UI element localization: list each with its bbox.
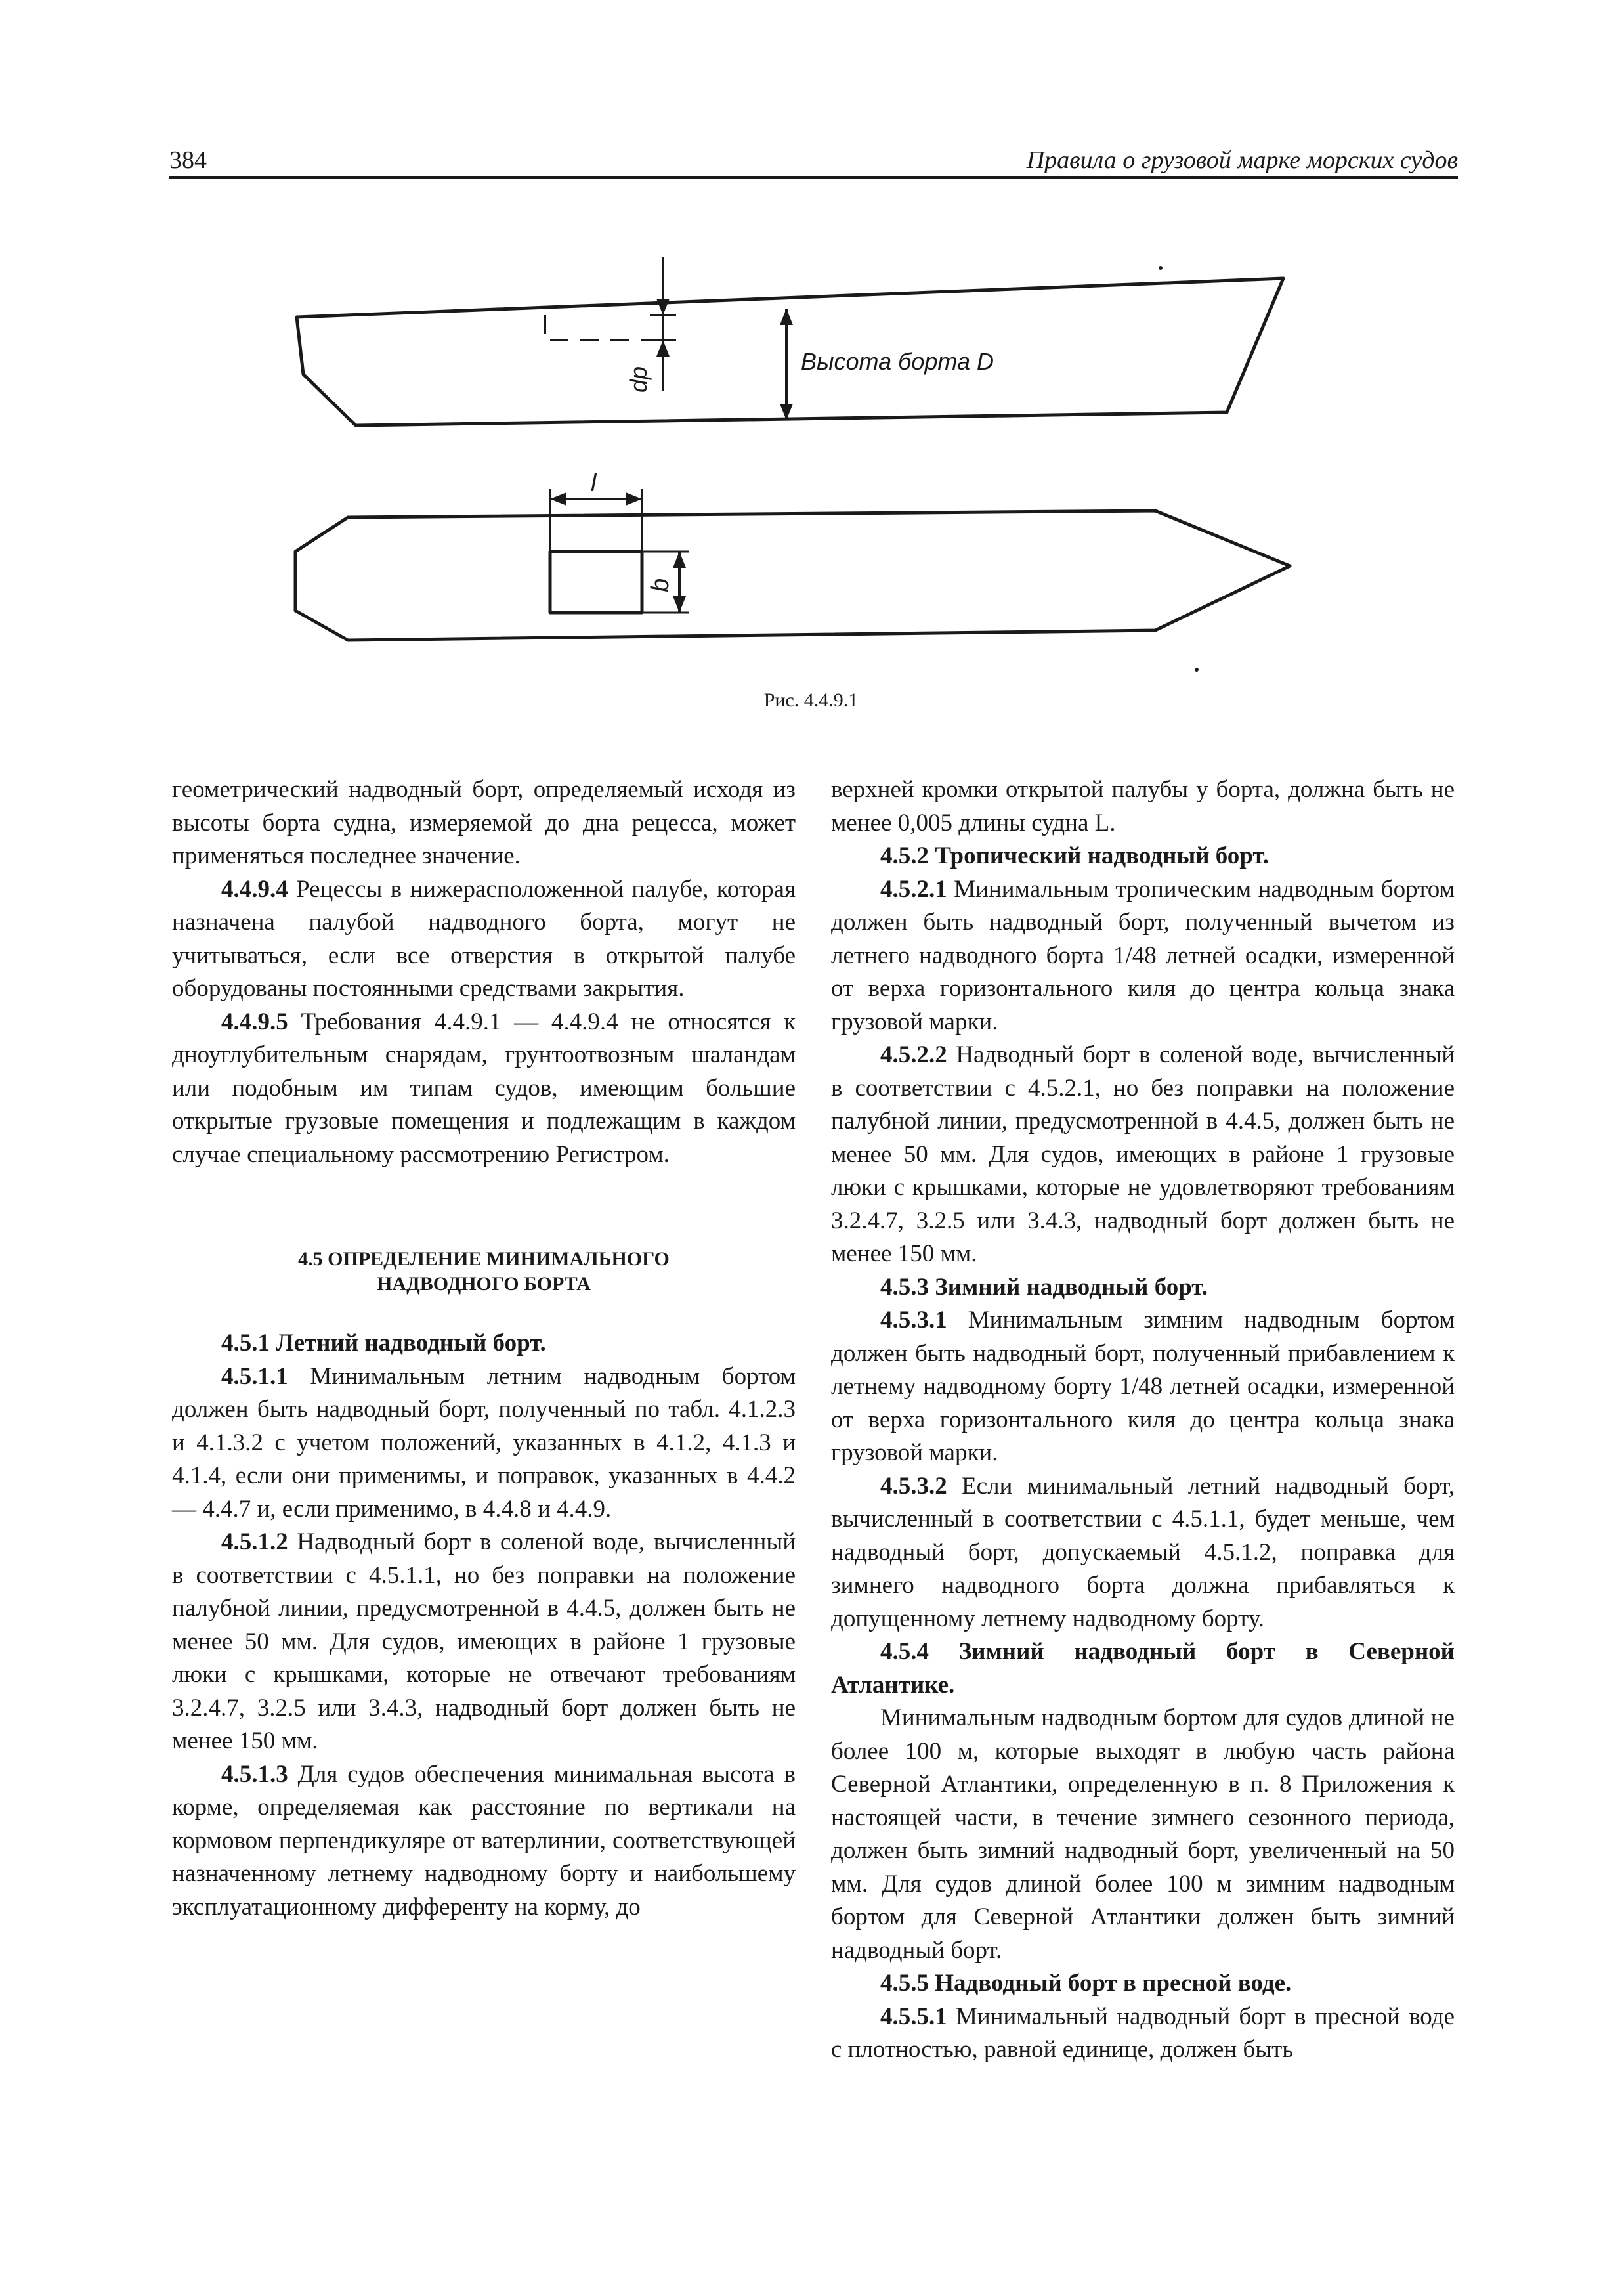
clause-number: 4.5.1.2 bbox=[221, 1528, 288, 1555]
b-label: b bbox=[647, 578, 674, 592]
running-title: Правила о грузовой марке морских судов bbox=[1026, 146, 1458, 174]
right-column bbox=[831, 773, 1455, 2067]
clause-text: Требования 4.4.9.1 — 4.4.9.4 не относятся к дноуглубительным снарядам, грунтоотвозным шаландам или подобным им типам судов, имеющим большие открытые грузовые помещения и подлежащим в каждом случае специальному рассмотрению Регистром. bbox=[172, 1008, 796, 1168]
figure-caption: Рис. 4.4.9.1 bbox=[763, 689, 859, 711]
figure-4-4-9-1 bbox=[0, 0, 1622, 722]
dp-label: dp bbox=[625, 366, 652, 393]
paragraph-4-5-2-1 bbox=[831, 873, 1455, 1039]
section-heading-4-5 bbox=[172, 1247, 796, 1297]
subsection-title: 4.5.3 Зимний надводный борт. bbox=[880, 1273, 1208, 1301]
clause-text: Минимальным зимним надводным бортом должен быть надводный борт, полученный прибавлением к летнему надводному борту 1/48 летней осадки, измеренной от верха горизонтального киля до центра кольца знака грузовой марки. bbox=[831, 1307, 1455, 1466]
hull-side-profile bbox=[297, 278, 1283, 425]
paragraph-4-5-4: Минимальным надводным бортом для судов длиной не более 100 м, которые выходят в любую часть района Северной Атлантики, определенную в п. 8 Приложения к настоящей части, в течение зимнего сезонного периода, должен быть зимний надводный борт, увеличенный на 50 мм. Для судов длиной более 100 м зимним надводным бортом для Северной Атлантики должен быть зимний надводный борт. bbox=[831, 1704, 1455, 1964]
clause-number: 4.5.3.2 bbox=[880, 1472, 947, 1500]
subsection-heading-4-5-3 bbox=[831, 1271, 1455, 1305]
paragraph-4-5-1-3 bbox=[172, 1758, 796, 1924]
paragraph-4-4-9-4 bbox=[172, 873, 796, 1006]
clause-text: Минимальным тропическим надводным бортом должен быть надводный борт, полученный вычетом из летнего надводного борта 1/48 летней осадки, измеренной от верха горизонтального киля до центра кольца знака грузовой марки. bbox=[831, 875, 1455, 1035]
recess-dashed-line bbox=[545, 315, 660, 340]
hatch-rectangle bbox=[550, 552, 642, 613]
hull-plan-view bbox=[295, 511, 1290, 640]
subsection-title: 4.5.2 Тропический надводный борт. bbox=[880, 842, 1270, 869]
paragraph-continuation: верхней кромки открытой палубы у борта, должна быть не менее 0,005 длины судна L. bbox=[831, 776, 1455, 836]
clause-text: Для судов обеспечения минимальная высота в корме, определяемая как расстояние по вертикали на кормовом перпендикуляре от ватерлинии, соответствующей назначенному летнему надводному борту и наибольшему эксплуатационному дифференту на корму, до bbox=[172, 1760, 796, 1920]
subsection-title: 4.5.5 Надводный борт в пресной воде. bbox=[880, 1970, 1292, 1997]
clause-number: 4.5.2.1 bbox=[880, 875, 947, 903]
clause-text: Надводный борт в соленой воде, вычисленный в соответствии с 4.5.1.1, но без поправки на положение палубной линии, предусмотренной в 4.4.5, должен быть не менее 50 мм. Для судов, имеющих в районе 1 грузовые люки с крышками, которые не отвечают требованиям 3.2.4.7, 3.2.5 или 3.4.3, надводный борт должен быть не менее 150 мм. bbox=[172, 1528, 796, 1754]
clause-text: Минимальным летним надводным бортом должен быть надводный борт, полученный по табл. 4.1.2.3 и 4.1.3.2 с учетом положений, указанных в 4.1.2, 4.1.3 и 4.1.4, если они применимы, и поправок, указанных в 4.4.2 — 4.4.7 и, если применимо, в 4.4.8 и 4.4.9. bbox=[172, 1362, 796, 1523]
subsection-heading-4-5-2 bbox=[831, 840, 1455, 873]
paragraph-continuation: геометрический надводный борт, определяемый исходя из высоты борта судна, измеряемой до дна рецесса, может применяться последнее значение. bbox=[172, 776, 796, 869]
clause-number: 4.5.3.1 bbox=[880, 1307, 947, 1333]
clause-text: Надводный борт в соленой воде, вычисленный в соответствии с 4.5.2.1, но без поправки на положение палубной линии, предусмотренной в 4.4.5, должен быть не менее 50 мм. Для судов, имеющих в районе 1 грузовые люки с крышками, которые не удовлетворяют требованиям 3.2.4.7, 3.2.5 или 3.4.3, надводный борт должен быть не менее 150 мм. bbox=[831, 1041, 1455, 1267]
paragraph-4-5-2-2 bbox=[831, 1039, 1455, 1271]
clause-text: Рецессы в нижерасположенной палубе, которая назначена палубой надводного борта, могут не учитываться, если все отверстия в открытой палубе оборудованы постоянными средствами закрытия. bbox=[172, 875, 796, 1002]
clause-text: Если минимальный летний надводный борт, вычисленный в соответствии с 4.5.1.1, будет меньше, чем надводный борт, допускаемый 4.5.1.2, поправка для зимнего надводного борта должна прибавляться к допущенному летнему надводному борту. bbox=[831, 1472, 1455, 1632]
subsection-title: 4.5.4 Зимний надводный борт в Северной Атлантике. bbox=[831, 1638, 1455, 1699]
subsection-heading-4-5-5 bbox=[831, 1967, 1455, 2001]
left-column bbox=[172, 773, 796, 1924]
subsection-title: 4.5.1 Летний надводный борт. bbox=[221, 1330, 546, 1356]
paragraph-4-5-3-1 bbox=[831, 1304, 1455, 1470]
clause-number: 4.5.1.1 bbox=[221, 1362, 288, 1390]
subsection-heading-4-5-4 bbox=[831, 1635, 1455, 1702]
clause-text: Минимальный надводный борт в пресной воде с плотностью, равной единице, должен быть bbox=[831, 2003, 1455, 2063]
paragraph-4-5-1-1 bbox=[172, 1360, 796, 1527]
clause-number: 4.4.9.5 bbox=[221, 1008, 288, 1035]
clause-number: 4.5.1.3 bbox=[221, 1760, 288, 1788]
paragraph-4-5-1-2 bbox=[172, 1526, 796, 1758]
paragraph-4-5-5-1 bbox=[831, 2001, 1455, 2067]
clause-number: 4.4.9.4 bbox=[221, 875, 288, 903]
depth-label: Высота борта D bbox=[801, 348, 994, 375]
paragraph-4-4-9-5 bbox=[172, 1006, 796, 1172]
clause-number: 4.5.5.1 bbox=[880, 2003, 947, 2030]
page-number: 384 bbox=[169, 146, 207, 174]
clause-number: 4.5.2.2 bbox=[880, 1041, 947, 1068]
paragraph-4-5-3-2 bbox=[831, 1470, 1455, 1636]
l-label: l bbox=[591, 469, 597, 497]
subsection-heading-4-5-1 bbox=[172, 1327, 796, 1360]
section-heading-line: 4.5 ОПРЕДЕЛЕНИЕ МИНИМАЛЬНОГО bbox=[298, 1248, 670, 1270]
section-heading-line: НАДВОДНОГО БОРТА bbox=[377, 1273, 591, 1295]
